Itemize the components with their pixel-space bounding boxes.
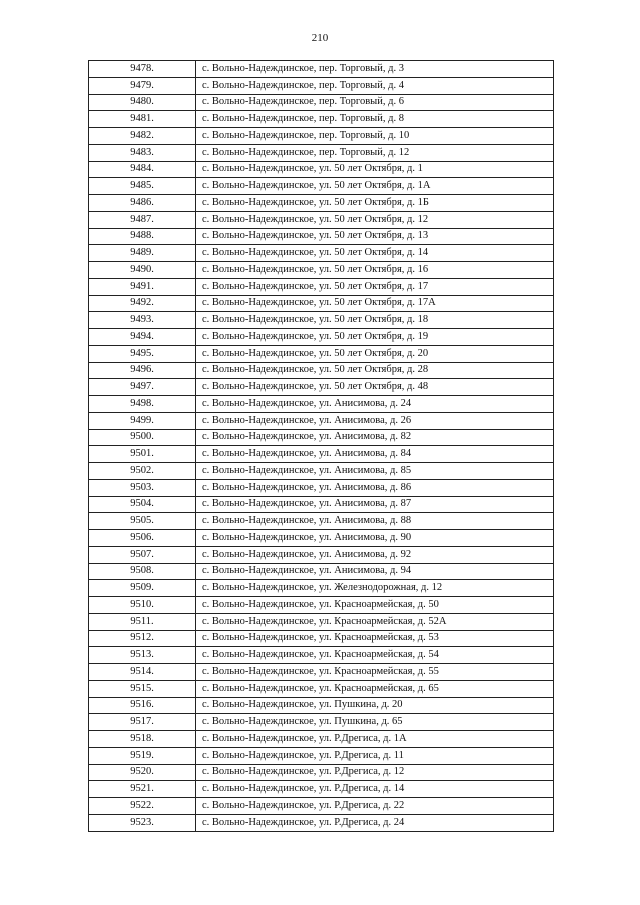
row-number-cell: 9483. — [89, 144, 196, 161]
table-row — [89, 781, 554, 798]
table-row — [89, 798, 554, 815]
address-cell: с. Вольно-Надеждинское, ул. Пушкина, д. 65 — [196, 714, 554, 731]
address-cell: с. Вольно-Надеждинское, ул. Железнодорожная, д. 12 — [196, 580, 554, 597]
table-row — [89, 613, 554, 630]
table-row — [89, 345, 554, 362]
table-row — [89, 211, 554, 228]
row-number-cell: 9512. — [89, 630, 196, 647]
address-cell: с. Вольно-Надеждинское, ул. Р.Дрегиса, д. 1А — [196, 731, 554, 748]
table-row — [89, 195, 554, 212]
address-cell: с. Вольно-Надеждинское, ул. Красноармейская, д. 65 — [196, 680, 554, 697]
address-cell: с. Вольно-Надеждинское, пер. Торговый, д. 6 — [196, 94, 554, 111]
address-cell: с. Вольно-Надеждинское, пер. Торговый, д. 3 — [196, 61, 554, 78]
address-cell: с. Вольно-Надеждинское, ул. 50 лет Октября, д. 12 — [196, 211, 554, 228]
row-number-cell: 9507. — [89, 546, 196, 563]
row-number-cell: 9481. — [89, 111, 196, 128]
row-number-cell: 9482. — [89, 128, 196, 145]
row-number-cell: 9501. — [89, 446, 196, 463]
table-row — [89, 128, 554, 145]
row-number-cell: 9491. — [89, 278, 196, 295]
row-number-cell: 9485. — [89, 178, 196, 195]
table-row — [89, 546, 554, 563]
table-row — [89, 814, 554, 831]
row-number-cell: 9495. — [89, 345, 196, 362]
address-cell: с. Вольно-Надеждинское, ул. Р.Дрегиса, д. 11 — [196, 747, 554, 764]
table-row — [89, 161, 554, 178]
address-cell: с. Вольно-Надеждинское, ул. Красноармейская, д. 52А — [196, 613, 554, 630]
row-number-cell: 9503. — [89, 479, 196, 496]
address-cell: с. Вольно-Надеждинское, ул. 50 лет Октября, д. 13 — [196, 228, 554, 245]
row-number-cell: 9510. — [89, 597, 196, 614]
row-number-cell: 9487. — [89, 211, 196, 228]
address-cell: с. Вольно-Надеждинское, ул. 50 лет Октября, д. 14 — [196, 245, 554, 262]
row-number-cell: 9518. — [89, 731, 196, 748]
table-row — [89, 530, 554, 547]
table-row — [89, 61, 554, 78]
table-row — [89, 429, 554, 446]
row-number-cell: 9504. — [89, 496, 196, 513]
address-cell: с. Вольно-Надеждинское, ул. 50 лет Октября, д. 20 — [196, 345, 554, 362]
page-number: 210 — [311, 32, 329, 44]
row-number-cell: 9488. — [89, 228, 196, 245]
table-row — [89, 228, 554, 245]
address-cell: с. Вольно-Надеждинское, ул. Красноармейская, д. 50 — [196, 597, 554, 614]
row-number-cell: 9514. — [89, 664, 196, 681]
row-number-cell: 9523. — [89, 814, 196, 831]
address-cell: с. Вольно-Надеждинское, ул. 50 лет Октября, д. 1Б — [196, 195, 554, 212]
table-row — [89, 144, 554, 161]
table-row — [89, 329, 554, 346]
row-number-cell: 9511. — [89, 613, 196, 630]
row-number-cell: 9499. — [89, 412, 196, 429]
table-row — [89, 278, 554, 295]
address-cell: с. Вольно-Надеждинское, ул. Анисимова, д. 90 — [196, 530, 554, 547]
address-cell: с. Вольно-Надеждинское, ул. Анисимова, д. 84 — [196, 446, 554, 463]
table-row — [89, 764, 554, 781]
address-cell: с. Вольно-Надеждинское, ул. 50 лет Октября, д. 18 — [196, 312, 554, 329]
table-row — [89, 111, 554, 128]
address-cell: с. Вольно-Надеждинское, пер. Торговый, д. 8 — [196, 111, 554, 128]
address-table-body — [89, 61, 554, 832]
table-row — [89, 295, 554, 312]
table-row — [89, 396, 554, 413]
address-cell: с. Вольно-Надеждинское, ул. 50 лет Октября, д. 17А — [196, 295, 554, 312]
table-row — [89, 479, 554, 496]
table-row — [89, 77, 554, 94]
address-table — [88, 60, 554, 832]
row-number-cell: 9516. — [89, 697, 196, 714]
table-row — [89, 647, 554, 664]
address-cell: с. Вольно-Надеждинское, ул. Анисимова, д. 94 — [196, 563, 554, 580]
table-row — [89, 362, 554, 379]
table-row — [89, 94, 554, 111]
table-row — [89, 680, 554, 697]
address-cell: с. Вольно-Надеждинское, ул. Анисимова, д. 26 — [196, 412, 554, 429]
table-row — [89, 178, 554, 195]
table-row — [89, 747, 554, 764]
row-number-cell: 9513. — [89, 647, 196, 664]
table-row — [89, 731, 554, 748]
table-row — [89, 513, 554, 530]
table-row — [89, 664, 554, 681]
address-cell: с. Вольно-Надеждинское, пер. Торговый, д. 12 — [196, 144, 554, 161]
table-row — [89, 580, 554, 597]
address-cell: с. Вольно-Надеждинское, ул. Красноармейская, д. 53 — [196, 630, 554, 647]
row-number-cell: 9508. — [89, 563, 196, 580]
address-cell: с. Вольно-Надеждинское, пер. Торговый, д. 10 — [196, 128, 554, 145]
row-number-cell: 9490. — [89, 262, 196, 279]
address-cell: с. Вольно-Надеждинское, ул. Красноармейская, д. 55 — [196, 664, 554, 681]
table-row — [89, 597, 554, 614]
address-cell: с. Вольно-Надеждинское, ул. 50 лет Октября, д. 1А — [196, 178, 554, 195]
table-row — [89, 463, 554, 480]
address-cell: с. Вольно-Надеждинское, пер. Торговый, д. 4 — [196, 77, 554, 94]
row-number-cell: 9478. — [89, 61, 196, 78]
row-number-cell: 9521. — [89, 781, 196, 798]
address-cell: с. Вольно-Надеждинское, ул. 50 лет Октября, д. 19 — [196, 329, 554, 346]
table-row — [89, 262, 554, 279]
address-cell: с. Вольно-Надеждинское, ул. Р.Дрегиса, д. 14 — [196, 781, 554, 798]
row-number-cell: 9500. — [89, 429, 196, 446]
address-cell: с. Вольно-Надеждинское, ул. 50 лет Октября, д. 16 — [196, 262, 554, 279]
row-number-cell: 9522. — [89, 798, 196, 815]
row-number-cell: 9479. — [89, 77, 196, 94]
address-cell: с. Вольно-Надеждинское, ул. Анисимова, д. 88 — [196, 513, 554, 530]
table-row — [89, 714, 554, 731]
address-cell: с. Вольно-Надеждинское, ул. 50 лет Октября, д. 48 — [196, 379, 554, 396]
address-cell: с. Вольно-Надеждинское, ул. Анисимова, д. 92 — [196, 546, 554, 563]
row-number-cell: 9494. — [89, 329, 196, 346]
address-cell: с. Вольно-Надеждинское, ул. Красноармейская, д. 54 — [196, 647, 554, 664]
address-cell: с. Вольно-Надеждинское, ул. Р.Дрегиса, д. 24 — [196, 814, 554, 831]
table-row — [89, 245, 554, 262]
row-number-cell: 9492. — [89, 295, 196, 312]
address-cell: с. Вольно-Надеждинское, ул. Анисимова, д. 85 — [196, 463, 554, 480]
table-row — [89, 412, 554, 429]
row-number-cell: 9515. — [89, 680, 196, 697]
table-row — [89, 563, 554, 580]
row-number-cell: 9502. — [89, 463, 196, 480]
table-row — [89, 379, 554, 396]
row-number-cell: 9489. — [89, 245, 196, 262]
address-cell: с. Вольно-Надеждинское, ул. Анисимова, д. 87 — [196, 496, 554, 513]
address-cell: с. Вольно-Надеждинское, ул. 50 лет Октября, д. 1 — [196, 161, 554, 178]
row-number-cell: 9493. — [89, 312, 196, 329]
address-cell: с. Вольно-Надеждинское, ул. Анисимова, д. 24 — [196, 396, 554, 413]
row-number-cell: 9506. — [89, 530, 196, 547]
row-number-cell: 9520. — [89, 764, 196, 781]
row-number-cell: 9484. — [89, 161, 196, 178]
table-row — [89, 496, 554, 513]
table-row — [89, 312, 554, 329]
row-number-cell: 9480. — [89, 94, 196, 111]
row-number-cell: 9505. — [89, 513, 196, 530]
row-number-cell: 9517. — [89, 714, 196, 731]
row-number-cell: 9519. — [89, 747, 196, 764]
address-cell: с. Вольно-Надеждинское, ул. Анисимова, д. 82 — [196, 429, 554, 446]
row-number-cell: 9498. — [89, 396, 196, 413]
row-number-cell: 9509. — [89, 580, 196, 597]
address-cell: с. Вольно-Надеждинское, ул. Анисимова, д. 86 — [196, 479, 554, 496]
address-cell: с. Вольно-Надеждинское, ул. Пушкина, д. 20 — [196, 697, 554, 714]
row-number-cell: 9497. — [89, 379, 196, 396]
address-cell: с. Вольно-Надеждинское, ул. Р.Дрегиса, д. 12 — [196, 764, 554, 781]
row-number-cell: 9486. — [89, 195, 196, 212]
table-row — [89, 446, 554, 463]
address-cell: с. Вольно-Надеждинское, ул. Р.Дрегиса, д. 22 — [196, 798, 554, 815]
table-row — [89, 630, 554, 647]
table-row — [89, 697, 554, 714]
row-number-cell: 9496. — [89, 362, 196, 379]
address-cell: с. Вольно-Надеждинское, ул. 50 лет Октября, д. 28 — [196, 362, 554, 379]
address-cell: с. Вольно-Надеждинское, ул. 50 лет Октября, д. 17 — [196, 278, 554, 295]
